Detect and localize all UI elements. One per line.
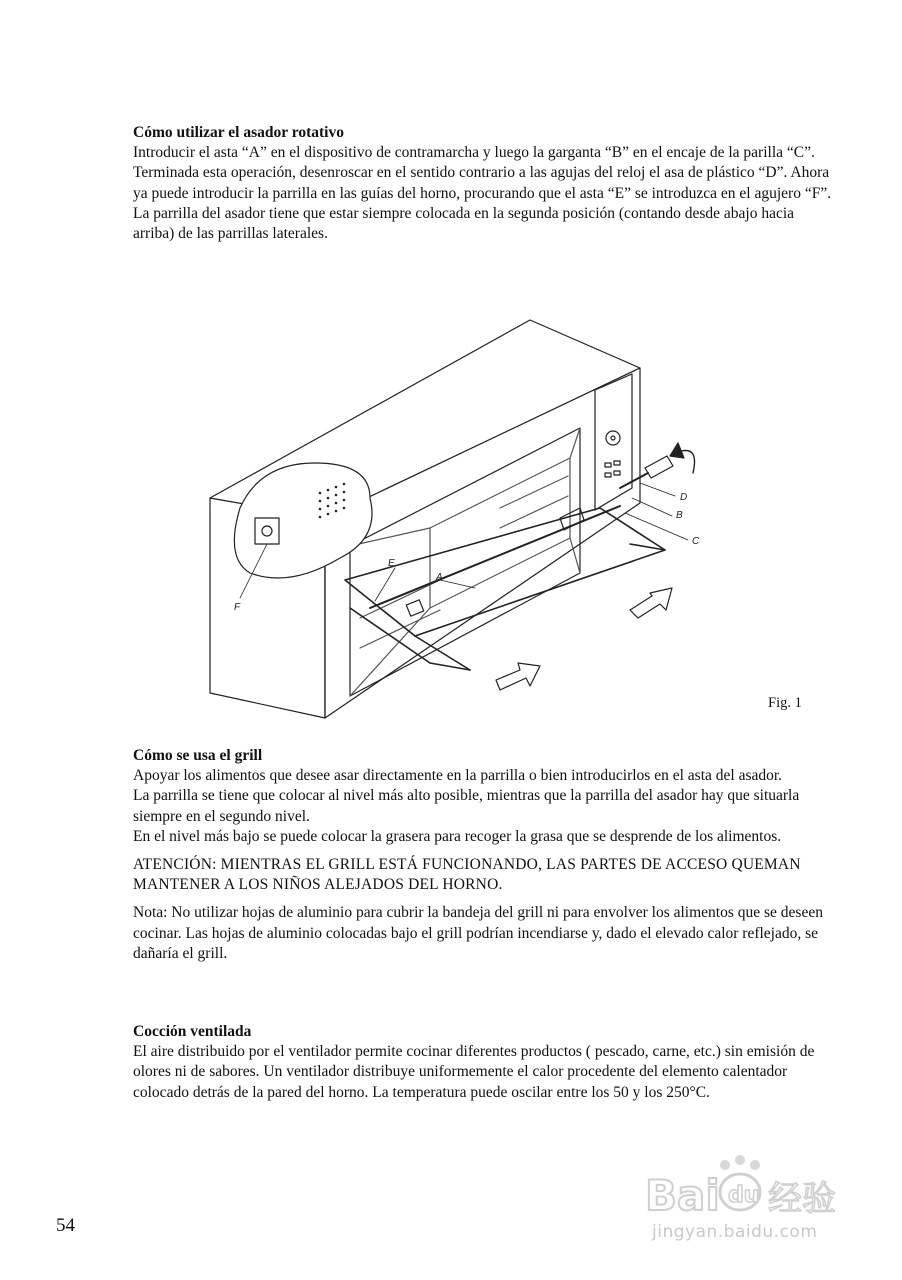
leader-line	[632, 498, 672, 516]
figure-caption: Fig. 1	[768, 695, 802, 711]
label-e: E	[388, 558, 395, 569]
paragraph: La parrilla del asador tiene que estar siempre colocada en la segunda posición (contando desde abajo hacia arriba) de las parrillas laterales.	[133, 204, 795, 243]
insert-arrow-icon	[496, 663, 540, 690]
paragraph: Introducir el asta “A” en el dispositivo de contramarcha y luego la garganta “B” en el encaje de la parilla “C”.	[133, 144, 815, 162]
svg-text:Bai: Bai	[645, 1171, 720, 1220]
label-c: C	[692, 536, 700, 547]
section-title-asador: Cómo utilizar el asador rotativo	[133, 124, 344, 141]
note-text: Nota: No utilizar hojas de aluminio para cubrir la bandeja del grill ni para envolver los alimentos que se deseen cocinar. Las hojas de aluminio colocadas bajo el grill podrían incendiarse y, dado el elevado calor reflejado, se dañaría el grill.	[133, 904, 823, 962]
leader-line	[640, 483, 675, 496]
paragraph: El aire distribuido por el ventilador permite cocinar diferentes productos ( pescado, carne, etc.) sin emisión de olores ni de sabores. Un ventilador distribuye uniformemente el calor procedente del elemento calentador colocado detrás de la pared del horno. La temperatura puede oscilar entre los 50 y los 250°C.	[133, 1043, 815, 1101]
paragraph: Apoyar los alimentos que desee asar directamente en la parrilla o bien introducirlos en el asta del asador.	[133, 767, 783, 785]
section-grill	[133, 746, 833, 964]
warning-text: ATENCIÓN: MIENTRAS EL GRILL ESTÁ FUNCIONANDO, LAS PARTES DE ACCESO QUEMAN MANTENER A LOS NIÑOS ALEJADOS DEL HORNO.	[133, 856, 801, 894]
svg-text:经验: 经验	[768, 1179, 836, 1219]
label-d: D	[680, 492, 688, 503]
baidu-watermark-logo	[640, 1150, 860, 1260]
section-title-grill: Cómo se usa el grill	[133, 747, 263, 764]
oven-rotisserie-figure	[200, 318, 720, 728]
section-coccion	[133, 1022, 833, 1103]
paragraph: En el nivel más bajo se puede colocar la grasera para recoger la grasa que se desprende de los alimentos.	[133, 827, 782, 845]
insert-arrow-icon	[630, 588, 672, 618]
page-number: 54	[56, 1215, 75, 1236]
paragraph: La parrilla se tiene que colocar al nivel más alto posible, mientras que la parrilla del asador hay que situarla siempre en el segundo nivel.	[133, 787, 800, 825]
section-title-coccion: Cocción ventilada	[133, 1023, 252, 1040]
spit-handle	[645, 456, 673, 478]
label-b: B	[676, 510, 683, 521]
watermark-url: jingyan.baidu.com	[652, 1222, 818, 1242]
svg-text:du: du	[728, 1183, 760, 1208]
section-asador	[133, 123, 833, 244]
label-f: F	[234, 602, 241, 613]
label-a: A	[436, 572, 443, 583]
paragraph: Terminada esta operación, desenroscar en el sentido contrario a las agujas del reloj el asa de plástico “D”. Ahora ya puede introducir la parrilla en las guías del horno, procurando que el asta “E” se introduzca en el agujero “F”.	[133, 164, 832, 202]
